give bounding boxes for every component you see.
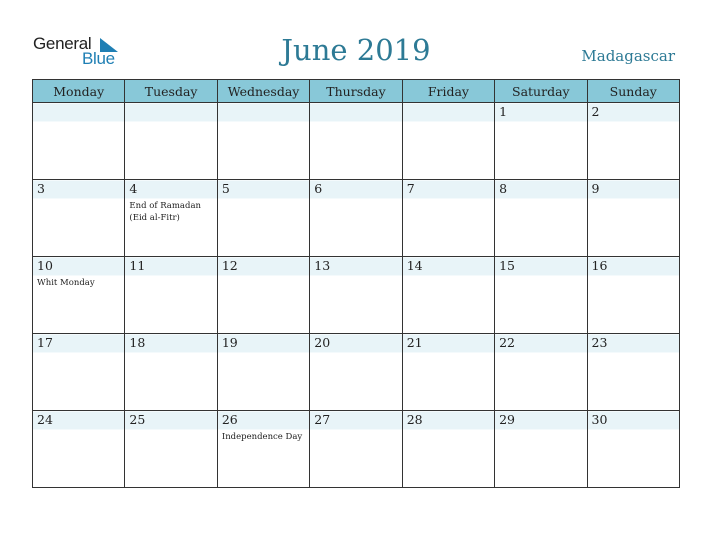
- day-cell: [587, 103, 679, 180]
- holiday-label: [310, 275, 401, 277]
- day-cell: [587, 334, 679, 411]
- day-number: 14: [406, 258, 423, 273]
- day-cell: [495, 103, 587, 180]
- day-cell: [33, 334, 125, 411]
- day-number: 26: [221, 412, 238, 427]
- day-cell: [587, 180, 679, 257]
- holiday-label: [403, 198, 494, 200]
- holiday-label: [588, 198, 679, 200]
- day-number: 3: [37, 181, 45, 196]
- week-row: [33, 180, 680, 257]
- day-number: 30: [591, 412, 608, 427]
- holiday-label: [33, 121, 124, 123]
- day-cell: [402, 103, 494, 180]
- day-cell: [217, 103, 309, 180]
- day-cell: [495, 411, 587, 488]
- logo-general-text: General: [33, 34, 92, 53]
- logo-blue-text: Blue: [82, 49, 115, 68]
- day-cell: [33, 180, 125, 257]
- day-cell: [33, 103, 125, 180]
- day-number: 24: [37, 412, 53, 427]
- day-number: 7: [406, 181, 415, 196]
- weekday-header: Thursday: [310, 80, 402, 103]
- day-cell: [33, 411, 125, 488]
- day-number: 16: [591, 258, 608, 273]
- day-number: [33, 103, 124, 121]
- day-cell: [310, 334, 402, 411]
- day-cell: [125, 180, 217, 257]
- holiday-label: [403, 121, 494, 123]
- day-cell: [217, 334, 309, 411]
- holiday-label: [125, 275, 216, 277]
- day-number: 15: [499, 258, 516, 273]
- holiday-label: [588, 121, 679, 123]
- weekday-header: Wednesday: [217, 80, 309, 103]
- holiday-label: [310, 429, 401, 431]
- day-number: 10: [37, 258, 53, 273]
- holiday-label: [125, 429, 216, 431]
- day-cell: [217, 180, 309, 257]
- day-number: 9: [591, 181, 600, 196]
- holiday-label: [403, 429, 494, 431]
- day-number: 5: [221, 181, 230, 196]
- day-number: [218, 103, 309, 121]
- day-cell: [495, 334, 587, 411]
- holiday-label: [33, 352, 124, 354]
- weekday-header: Sunday: [587, 80, 679, 103]
- weekday-header: Monday: [33, 80, 125, 103]
- weekday-header: Tuesday: [125, 80, 217, 103]
- holiday-label: [403, 275, 494, 277]
- weekday-header-row: [33, 80, 680, 103]
- day-cell: [587, 411, 679, 488]
- day-cell: [310, 180, 402, 257]
- day-number: [310, 103, 401, 121]
- week-row: [33, 334, 680, 411]
- holiday-label: [588, 429, 679, 431]
- day-number: 13: [314, 258, 331, 273]
- day-number: 22: [499, 335, 516, 350]
- weekday-header: Saturday: [495, 80, 587, 103]
- day-cell: [587, 257, 679, 334]
- holiday-label: [33, 429, 124, 431]
- day-number: 18: [129, 335, 146, 350]
- day-number: 19: [221, 335, 238, 350]
- holiday-label: Whit Monday: [37, 278, 95, 288]
- holiday-label: [218, 121, 309, 123]
- holiday-label: [218, 275, 309, 277]
- day-cell: [402, 257, 494, 334]
- holiday-label: End of Ramadan (Eid al-Fitr): [129, 201, 201, 223]
- day-cell: [310, 411, 402, 488]
- week-row: [33, 103, 680, 180]
- holiday-label: [495, 121, 586, 123]
- day-number: 2: [591, 104, 600, 119]
- day-number: 17: [37, 335, 53, 350]
- day-cell: [33, 257, 125, 334]
- day-cell: [125, 334, 217, 411]
- day-number: 21: [406, 335, 423, 350]
- holiday-label: [33, 198, 124, 200]
- holiday-label: [125, 121, 216, 123]
- holiday-label: [495, 198, 586, 200]
- holiday-label: [218, 352, 309, 354]
- day-cell: [402, 334, 494, 411]
- day-cell: [310, 257, 402, 334]
- day-cell: [310, 103, 402, 180]
- holiday-label: [310, 198, 401, 200]
- holiday-label: [495, 275, 586, 277]
- holiday-label: Independence Day: [221, 432, 303, 442]
- day-number: 28: [406, 412, 423, 427]
- day-number: 12: [221, 258, 238, 273]
- holiday-label: [310, 352, 401, 354]
- holiday-label: [495, 352, 586, 354]
- week-row: [33, 411, 680, 488]
- day-number: [125, 103, 216, 121]
- weekday-header: Friday: [402, 80, 494, 103]
- holiday-label: [588, 275, 679, 277]
- day-number: 11: [129, 258, 146, 273]
- holiday-label: [125, 352, 216, 354]
- page-title: June 2019: [281, 33, 431, 67]
- day-cell: [495, 180, 587, 257]
- day-cell: [495, 257, 587, 334]
- day-number: 27: [314, 412, 331, 427]
- day-number: 1: [499, 104, 508, 119]
- day-number: 23: [591, 335, 608, 350]
- day-cell: [125, 257, 217, 334]
- day-number: 6: [314, 181, 323, 196]
- day-number: [403, 103, 494, 121]
- holiday-label: [588, 352, 679, 354]
- day-number: 20: [314, 335, 331, 350]
- holiday-label: [310, 121, 401, 123]
- week-row: [33, 257, 680, 334]
- holiday-label: [495, 429, 586, 431]
- day-cell: [125, 103, 217, 180]
- day-cell: [402, 180, 494, 257]
- holiday-label: [218, 198, 309, 200]
- calendar-grid: [32, 79, 680, 488]
- day-number: 25: [129, 412, 146, 427]
- day-cell: [125, 411, 217, 488]
- day-cell: [217, 411, 309, 488]
- country-label: Madagascar: [581, 47, 675, 65]
- holiday-label: [403, 352, 494, 354]
- day-number: 8: [499, 181, 508, 196]
- day-number: 4: [129, 181, 138, 196]
- day-cell: [402, 411, 494, 488]
- day-cell: [217, 257, 309, 334]
- day-number: 29: [499, 412, 516, 427]
